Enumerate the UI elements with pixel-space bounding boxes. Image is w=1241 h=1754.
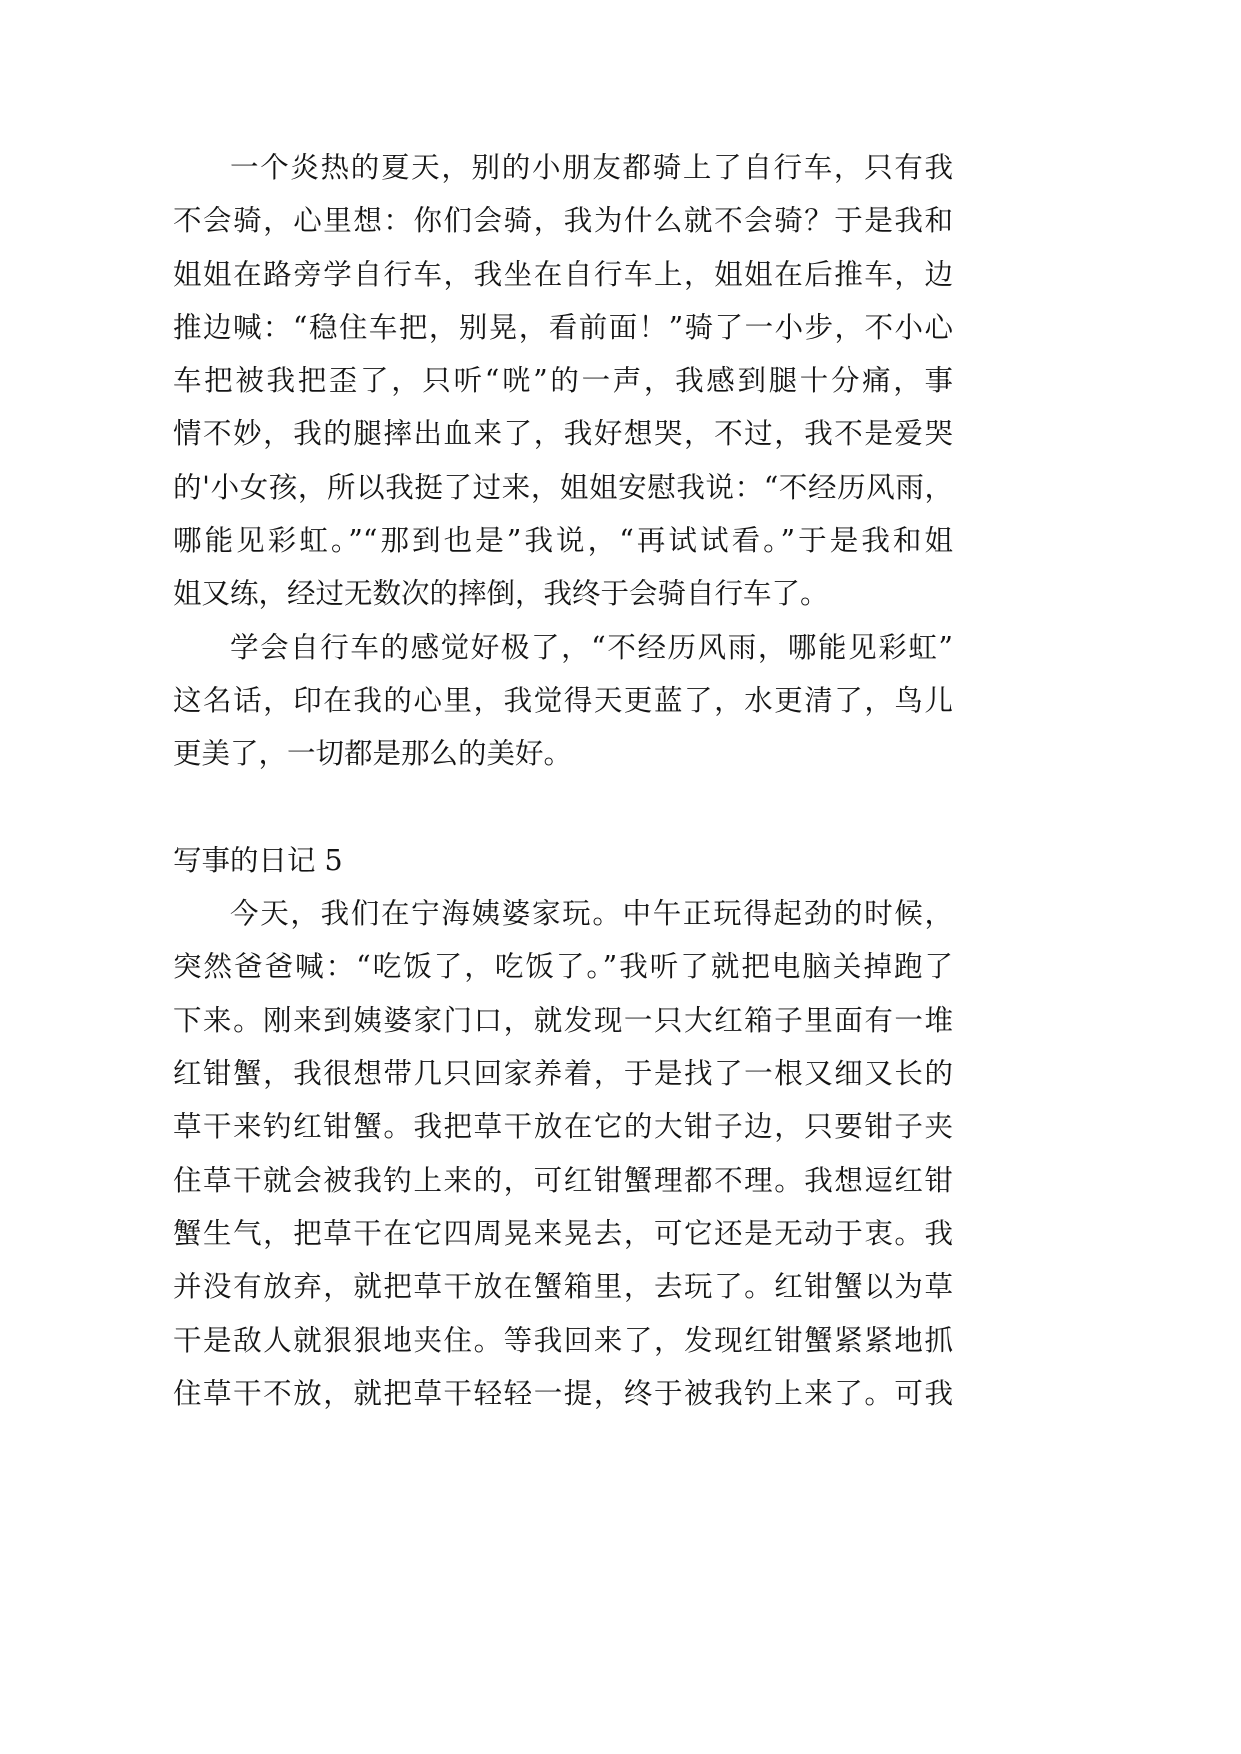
paragraph-bicycle (173, 141, 953, 621)
text-line: 蟹生气，把草干在它四周晃来晃去，可它还是无动于衷。我 (173, 1216, 953, 1250)
text-line: 这名话，印在我的心里，我觉得天更蓝了，水更清了，鸟儿 (173, 683, 953, 717)
text-line: 住草干就会被我钓上来的，可红钳蟹理都不理。我想逗红钳 (173, 1163, 953, 1197)
text-line: 草干来钓红钳蟹。我把草干放在它的大钳子边，只要钳子夹 (173, 1110, 953, 1144)
text-line: 突然爸爸喊：“吃饭了，吃饭了。”我听了就把电脑关掉跑了 (173, 950, 953, 984)
text-line: 的'小女孩，所以我挺了过来，姐姐安慰我说：“不经历风雨， (173, 470, 953, 504)
text-line: 住草干不放，就把草干轻轻一提，终于被我钓上来了。可我 (173, 1376, 953, 1410)
text-line: 干是敌人就狠狠地夹住。等我回来了，发现红钳蟹紧紧地抓 (173, 1323, 953, 1357)
blank-line (173, 781, 953, 834)
section-title: 写事的日记 5 (173, 843, 343, 877)
text-line: 并没有放弃，就把草干放在蟹箱里，去玩了。红钳蟹以为草 (173, 1270, 953, 1304)
text-line: 车把被我把歪了，只听“咣”的一声，我感到腿十分痛，事 (173, 364, 953, 398)
text-line: 下来。刚来到姨婆家门口，就发现一只大红箱子里面有一堆 (173, 1003, 953, 1037)
text-line: 红钳蟹，我很想带几只回家养着，于是找了一根又细又长的 (173, 1057, 953, 1091)
text-line: 推边喊：“稳住车把，别晃，看前面！”骑了一小步，不小心 (173, 310, 953, 344)
text-line: 哪能见彩虹。”“那到也是”我说，“再试试看。”于是我和姐 (173, 524, 953, 558)
text-line: 今天，我们在宁海姨婆家玩。中午正玩得起劲的时候， (230, 897, 953, 931)
text-line: 姐又练，经过无数次的摔倒，我终于会骑自行车了。 (173, 577, 829, 611)
text-line: 学会自行车的感觉好极了，“不经历风雨，哪能见彩虹” (230, 630, 953, 664)
paragraph-crab (173, 887, 953, 1420)
text-line: 不会骑，心里想：你们会骑，我为什么就不会骑？于是我和 (173, 204, 953, 238)
paragraph-rainbow (173, 621, 953, 781)
text-line: 更美了，一切都是那么的美好。 (173, 737, 573, 771)
text-line: 情不妙，我的腿摔出血来了，我好想哭，不过，我不是爱哭 (173, 417, 953, 451)
document-body (173, 141, 953, 1420)
text-line: 一个炎热的夏天，别的小朋友都骑上了自行车，只有我 (230, 151, 953, 184)
text-line: 姐姐在路旁学自行车，我坐在自行车上，姐姐在后推车，边 (173, 257, 953, 291)
